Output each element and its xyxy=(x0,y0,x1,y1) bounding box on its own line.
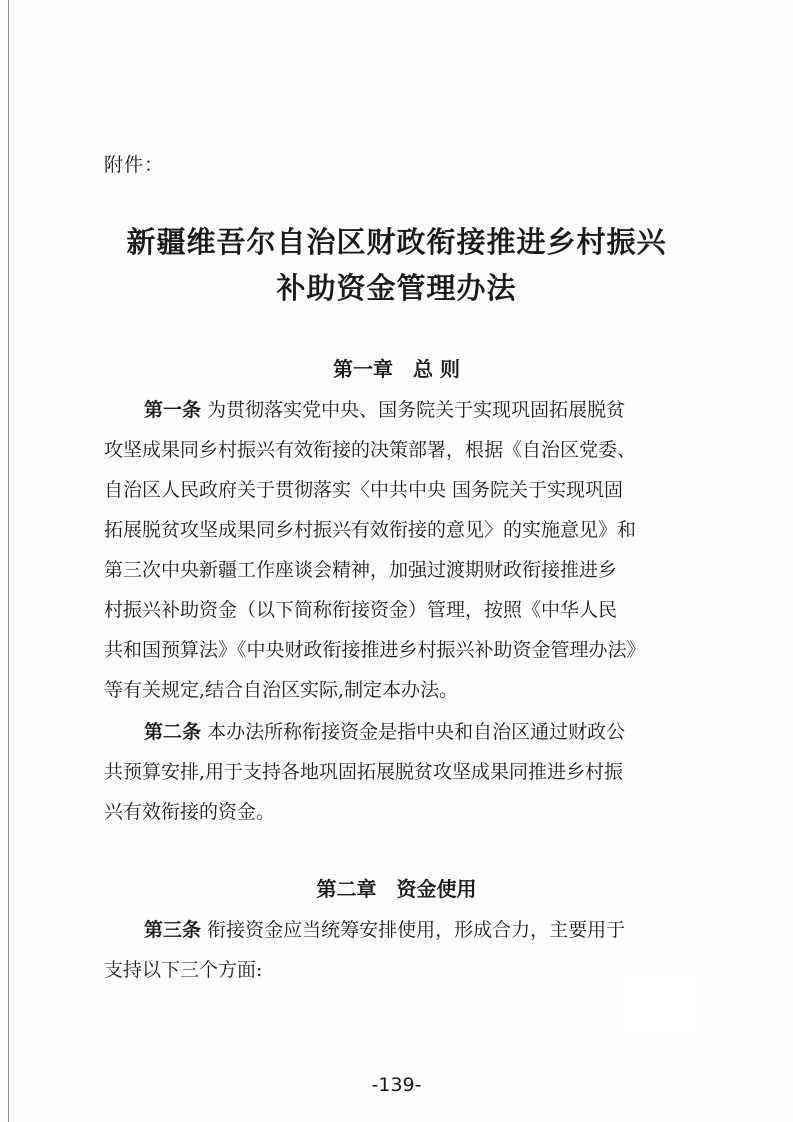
article-3 xyxy=(104,910,690,990)
scan-edge-line xyxy=(8,0,9,1122)
article-label: 第三条 xyxy=(144,919,202,941)
article-line: 自治区人民政府关于贯彻落实〈中共中央 国务院关于实现巩固 xyxy=(104,479,624,501)
chapter-name: 资金使用 xyxy=(396,877,477,901)
article-line xyxy=(104,390,690,430)
article-text: 衔接资金应当统筹安排使用，形成合力，主要用于 xyxy=(207,919,626,941)
article-line: 支持以下三个方面: xyxy=(104,959,263,981)
article-1 xyxy=(104,390,690,710)
article-line: 共和国预算法》《中央财政衔接推进乡村振兴补助资金管理办法》 xyxy=(104,639,646,661)
document-title-line-1: 新疆维吾尔自治区财政衔接推进乡村振兴 xyxy=(126,225,667,259)
article-line: 攻坚成果同乡村振兴有效衔接的决策部署，根据《自治区党委、 xyxy=(104,439,637,461)
scan-artifact xyxy=(622,975,702,1037)
article-text: 为贯彻落实党中央、国务院关于实现巩固拓展脱贫 xyxy=(207,399,626,421)
page-number: -139- xyxy=(371,1074,422,1096)
chapter-heading-2 xyxy=(0,874,793,904)
article-line: 兴有效衔接的资金。 xyxy=(104,801,276,823)
document-title-line-2: 补助资金管理办法 xyxy=(276,271,517,305)
article-text: 本办法所称衔接资金是指中央和自治区通过财政公 xyxy=(207,721,626,743)
article-line: 共预算安排,用于支持各地巩固拓展脱贫攻坚成果同推进乡村振 xyxy=(104,761,624,783)
article-line: 拓展脱贫攻坚成果同乡村振兴有效衔接的意见〉的实施意见》和 xyxy=(104,519,637,541)
chapter-name: 总 则 xyxy=(413,357,460,381)
article-label: 第一条 xyxy=(144,399,202,421)
chapter-number: 第二章 xyxy=(316,877,377,901)
article-line xyxy=(104,910,690,950)
attachment-label: 附件： xyxy=(104,154,165,176)
chapter-number: 第一章 xyxy=(333,357,394,381)
article-line: 村振兴补助资金（以下简称衔接资金）管理，按照《中华人民 xyxy=(104,599,618,621)
article-line: 第三次中央新疆工作座谈会精神，加强过渡期财政衔接推进乡 xyxy=(104,559,618,581)
article-2 xyxy=(104,712,690,832)
article-line xyxy=(104,712,690,752)
article-label: 第二条 xyxy=(144,721,202,743)
chapter-heading-1 xyxy=(0,354,793,384)
article-line: 等有关规定,结合自治区实际,制定本办法。 xyxy=(104,679,459,701)
